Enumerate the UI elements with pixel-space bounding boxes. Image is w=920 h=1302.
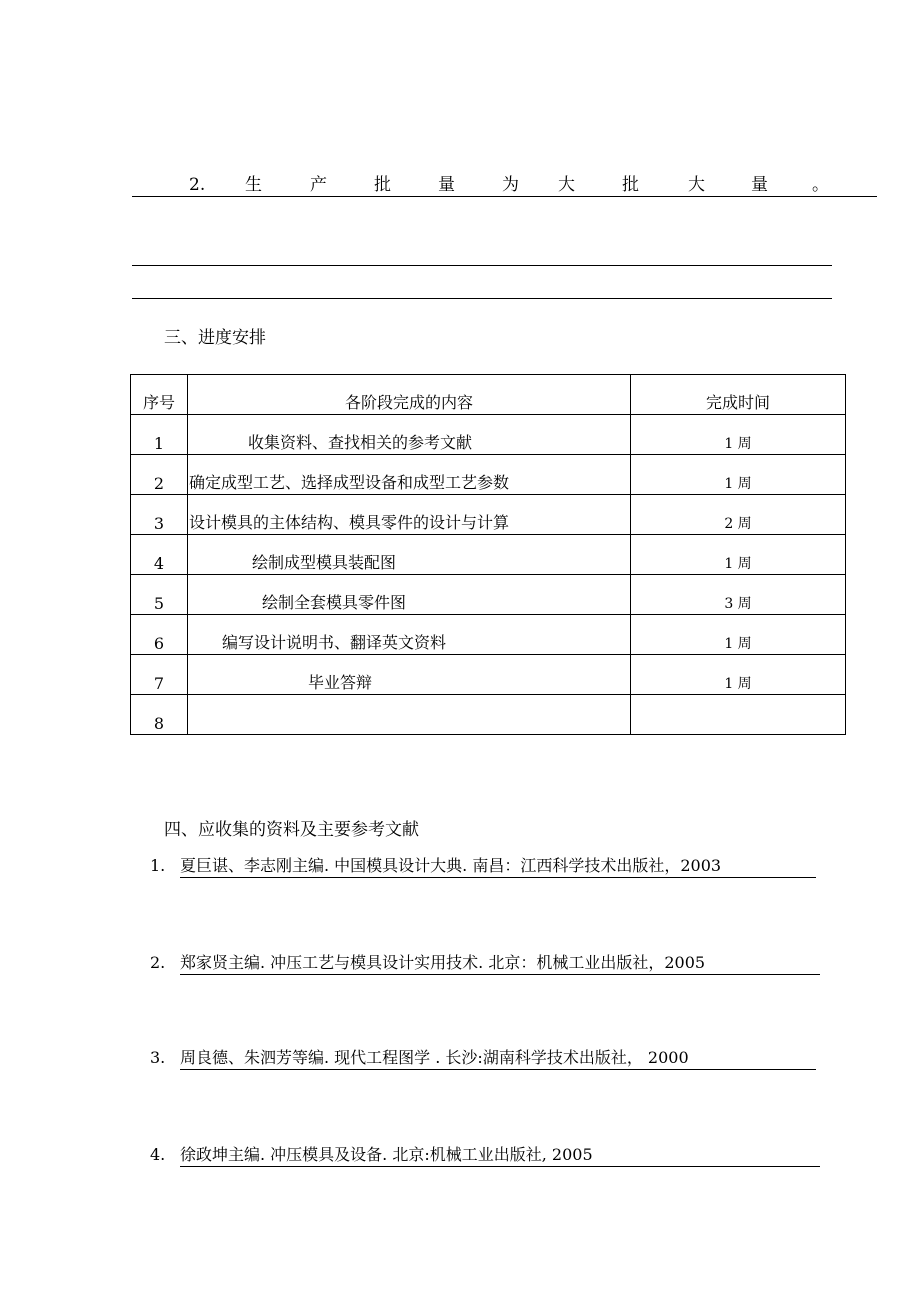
req-char: 为: [502, 175, 519, 195]
reference-text: 夏巨谌、李志刚主编. 中国模具设计大典. 南昌：江西科学技术出版社，2003: [180, 856, 816, 878]
row-content: [188, 695, 631, 735]
row-time: 1 周: [631, 615, 846, 655]
table-row: [131, 575, 846, 615]
row-time: 1 周: [631, 455, 846, 495]
row-num: 3: [131, 495, 188, 535]
table-row: [131, 615, 846, 655]
reference-item: [150, 1048, 816, 1070]
row-time: 1 周: [631, 415, 846, 455]
reference-item: [150, 856, 816, 878]
req-char: 批: [622, 175, 639, 195]
row-time: [631, 695, 846, 735]
row-num: 6: [131, 615, 188, 655]
table-row: [131, 655, 846, 695]
reference-item: [150, 1145, 820, 1167]
row-content: 绘制全套模具零件图: [188, 575, 631, 615]
req-char: 量: [751, 175, 768, 195]
row-num: 8: [131, 695, 188, 735]
blank-fill-line: [132, 298, 832, 299]
row-content: 确定成型工艺、选择成型设备和成型工艺参数: [188, 455, 631, 495]
table-row: [131, 415, 846, 455]
req-char: 大: [558, 175, 575, 195]
table-row: [131, 695, 846, 735]
row-num: 1: [131, 415, 188, 455]
reference-num: 3.: [150, 1048, 166, 1067]
row-content: 毕业答辩: [188, 655, 631, 695]
reference-text: 徐政坤主编. 冲压模具及设备. 北京:机械工业出版社, 2005: [180, 1145, 820, 1167]
req-char: 生: [245, 175, 262, 195]
header-content: 各阶段完成的内容: [188, 375, 631, 415]
row-time: 3 周: [631, 575, 846, 615]
table-row: [131, 495, 846, 535]
req-char: 2.: [189, 175, 206, 195]
reference-text: 周良德、朱泗芳等编. 现代工程图学 . 长沙:湖南科学技术出版社， 2000: [180, 1048, 816, 1070]
table-row: [131, 455, 846, 495]
row-num: 2: [131, 455, 188, 495]
row-content: 设计模具的主体结构、模具零件的设计与计算: [188, 495, 631, 535]
section-4-title: 四、应收集的资料及主要参考文献: [164, 820, 419, 840]
row-content: 绘制成型模具装配图: [188, 535, 631, 575]
reference-text: 郑家贤主编. 冲压工艺与模具设计实用技术. 北京：机械工业出版社，2005: [180, 953, 820, 975]
row-num: 7: [131, 655, 188, 695]
row-time: 2 周: [631, 495, 846, 535]
req-char: 批: [374, 175, 391, 195]
requirement-line-2: [132, 174, 877, 197]
table-row: [131, 535, 846, 575]
schedule-table: [130, 374, 846, 735]
row-num: 5: [131, 575, 188, 615]
req-char: 大: [688, 175, 705, 195]
table-header-row: [131, 375, 846, 415]
row-content: 编写设计说明书、翻译英文资料: [188, 615, 631, 655]
section-3-title: 三、进度安排: [164, 328, 266, 348]
blank-fill-line: [132, 265, 832, 266]
reference-item: [150, 953, 820, 975]
header-num: 序号: [131, 375, 188, 415]
row-content: 收集资料、查找相关的参考文献: [188, 415, 631, 455]
row-num: 4: [131, 535, 188, 575]
row-time: 1 周: [631, 535, 846, 575]
header-time: 完成时间: [631, 375, 846, 415]
reference-num: 2.: [150, 953, 166, 972]
reference-num: 1.: [150, 856, 166, 875]
req-char: 产: [310, 175, 327, 195]
req-char: 量: [438, 175, 455, 195]
reference-num: 4.: [150, 1145, 166, 1164]
row-time: 1 周: [631, 655, 846, 695]
req-char: 。: [812, 175, 829, 195]
